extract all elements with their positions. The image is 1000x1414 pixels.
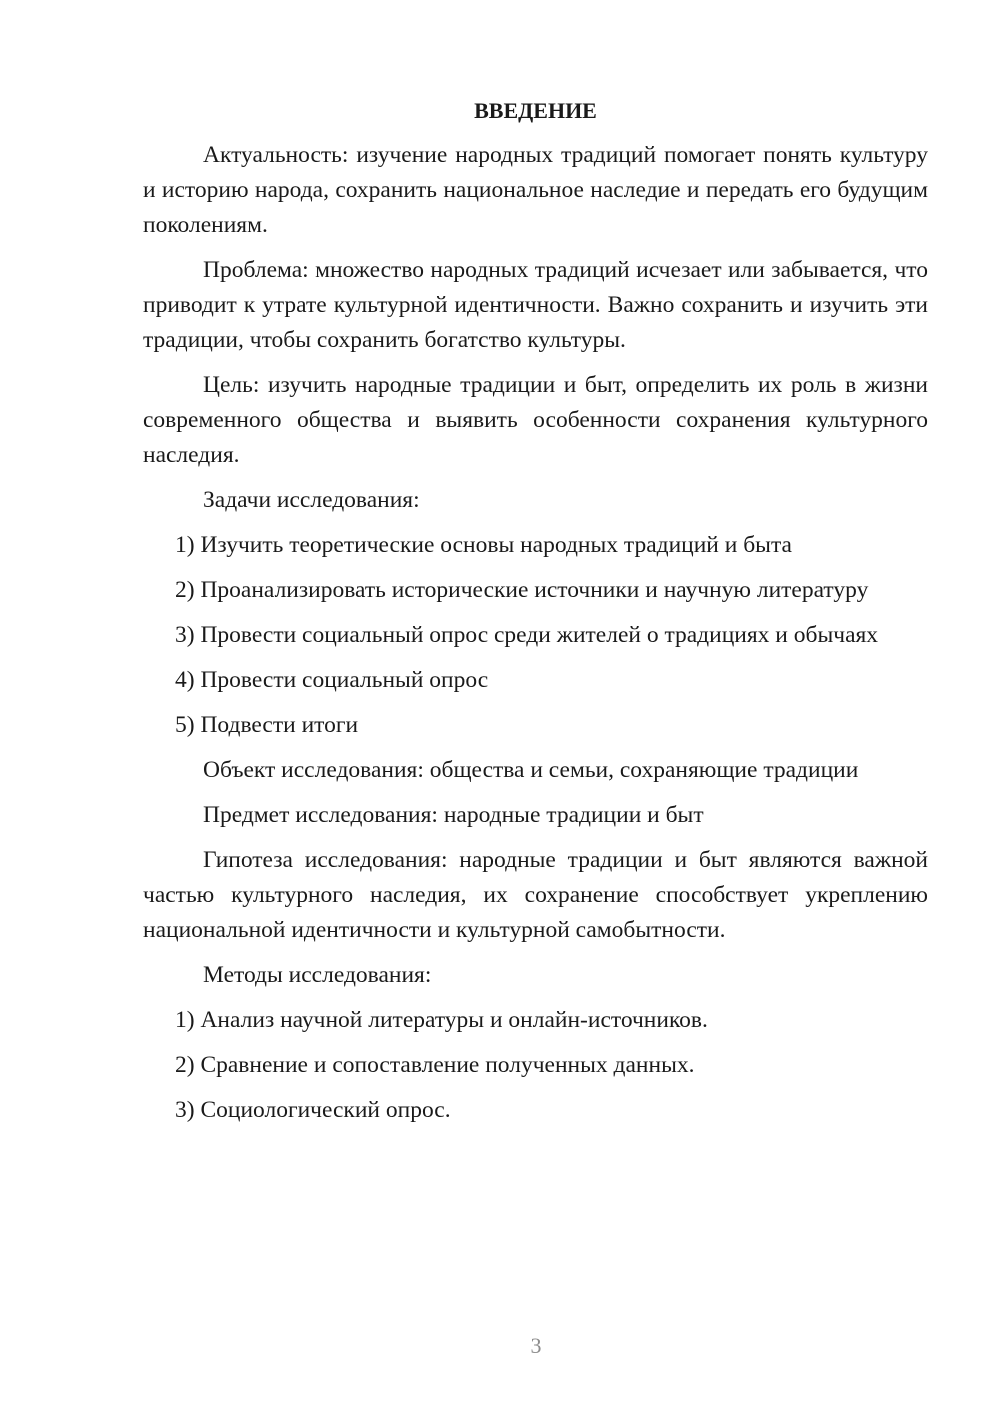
methods-list xyxy=(143,1003,928,1128)
tasks-list xyxy=(143,528,928,743)
section-title: ВВЕДЕНИЕ xyxy=(474,98,597,123)
hypothesis-paragraph: Гипотеза исследования: народные традиции и быт являются важной частью культурного наследия, их сохранение способствует укреплению национальной идентичности и культурной самобытности. xyxy=(143,847,928,943)
goal-paragraph: Цель: изучить народные традиции и быт, определить их роль в жизни современного общества и выявить особенности сохранения культурного наследия. xyxy=(143,372,928,468)
list-item: 4) Провести социальный опрос xyxy=(175,667,489,693)
problem-paragraph: Проблема: множество народных традиций исчезает или забывается, что приводит к утрате культурной идентичности. Важно сохранить и изучить эти традиции, чтобы сохранить богатство культуры. xyxy=(143,257,928,353)
methods-heading: Методы исследования: xyxy=(203,962,432,988)
list-item: 1) Изучить теоретические основы народных традиций и быта xyxy=(175,532,792,558)
document-body xyxy=(143,96,928,1138)
page-number: 3 xyxy=(530,1333,542,1358)
list-item: 3) Провести социальный опрос среди жителей о традициях и обычаях xyxy=(175,622,879,648)
object-line: Объект исследования: общества и семьи, сохраняющие традиции xyxy=(203,757,859,783)
tasks-heading: Задачи исследования: xyxy=(203,487,420,513)
list-item: 1) Анализ научной литературы и онлайн-источников. xyxy=(175,1007,708,1033)
list-item: 5) Подвести итоги xyxy=(175,712,359,738)
list-item: 3) Социологический опрос. xyxy=(175,1097,451,1123)
list-item: 2) Проанализировать исторические источники и научную литературу xyxy=(175,577,869,603)
subject-line: Предмет исследования: народные традиции и быт xyxy=(203,802,704,828)
list-item: 2) Сравнение и сопоставление полученных данных. xyxy=(175,1052,695,1078)
relevance-paragraph: Актуальность: изучение народных традиций помогает понять культуру и историю народа, сохранить национальное наследие и передать его будущим поколениям. xyxy=(143,142,928,238)
